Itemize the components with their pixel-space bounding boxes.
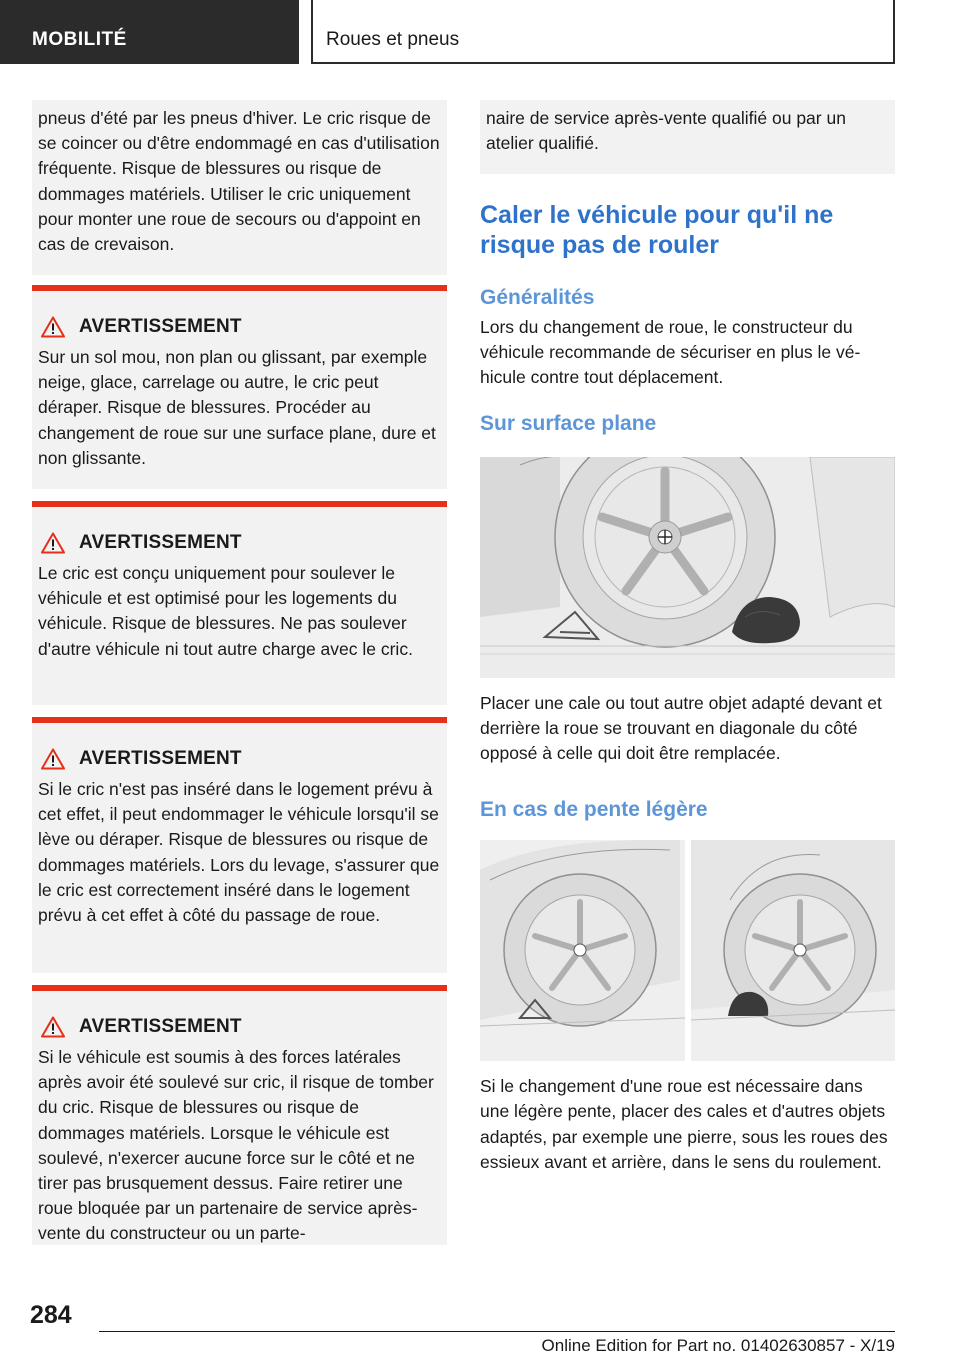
flat-surface-heading: Sur surface plane: [480, 411, 657, 435]
warning-title: AVERTISSEMENT: [79, 748, 242, 769]
wheel-chock-slope-image: [480, 840, 895, 1061]
warning-text: Le cric est conçu uniquement pour soulever le véhicule et est optimisé pour les logements du véhicule. Risque de blessures. Ne pas soulever d'autre véhicule ni tout autre charge avec le cric.: [38, 563, 413, 659]
warning-title: AVERTISSEMENT: [79, 316, 242, 337]
section-heading: Caler le véhicule pour qu'il ne risque pas de rouler: [480, 201, 834, 259]
warning-text: Sur un sol mou, non plan ou glissant, par exemple neige, glace, carrelage ou autre, le cric peut déraper. Risque de blessures. Procéder au changement de roue sur une surface plane, dure et non glissante.: [38, 347, 436, 468]
warning-header: [38, 313, 441, 341]
footer-rule: [99, 1331, 895, 1332]
warning-title: AVERTISSEMENT: [79, 1016, 242, 1037]
continued-text-box: [32, 100, 447, 275]
warning-header: [38, 1013, 441, 1041]
warning-box: [32, 501, 447, 705]
warning-triangle-icon: [41, 532, 65, 554]
edition-note: Online Edition for Part no. 01402630857 - X/19: [541, 1336, 895, 1355]
continued-text: pneus d'été par les pneus d'hiver. Le cric risque de se coincer ou d'être endommagé en cas d'utilisation fréquente. Risque de blessures ou risque de dommages matériels. Utiliser le cric uniquement pour monter une roue de secours ou d'appoint en cas de crevaison.: [38, 108, 440, 255]
slope-text: Si le changement d'une roue est nécessaire dans une légère pente, placer des cales et d'autres objets adaptés, par exemple une pierre, sous les roues des essieux avant et arrière, dans le sens du roulement.: [480, 1076, 888, 1172]
warning-header: [38, 529, 441, 557]
warning-text: Si le cric n'est pas inséré dans le logement prévu à cet effet, il peut endommager le véhicule lorsqu'il se lève ou déraper. Risque de blessures ou risque de dommages matériels. Lors du levage, s'assurer que le cric est correctement inséré dans le logement prévu à cet effet à côté du passage de roue.: [38, 779, 440, 926]
left-column: [32, 100, 447, 1245]
warning-triangle-icon: [41, 1016, 65, 1038]
warning-triangle-icon: [41, 316, 65, 338]
continued-text-box: [480, 100, 895, 174]
flat-surface-illustration: [480, 457, 895, 678]
page-number: 284: [30, 1301, 72, 1329]
warning-box: [32, 717, 447, 973]
warning-box: [32, 285, 447, 489]
generalites-heading: Généralités: [480, 286, 595, 309]
right-column: [480, 100, 895, 1175]
generalites-text: Lors du changement de roue, le constructeur du véhicule recommande de sécuriser en plus le véhicule contre tout déplacement.: [480, 317, 861, 388]
section-title: MOBILITÉ: [32, 29, 127, 50]
wheel-chock-flat-image: [480, 457, 895, 678]
warning-triangle-icon: [41, 748, 65, 770]
section-tab: [0, 0, 299, 64]
chapter-title: Roues et pneus: [326, 29, 460, 50]
flat-surface-text: Placer une cale ou tout autre objet adapté devant et derrière la roue se trouvant en diagonale du côté opposé à celle qui doit être remplacée.: [480, 692, 882, 764]
warning-box: [32, 985, 447, 1245]
warning-header: [38, 745, 441, 773]
warning-text: Si le véhicule est soumis à des forces latérales après avoir été soulevé sur cric, il risque de tomber du cric. Risque de blessures ou risque de dommages matériels. Lorsque le véhicule est soulevé, n'exercer aucune force sur le côté et ne tirer pas brusquement dessus. Faire retirer une roue bloquée par un partenaire de service après-vente du constructeur ou un parte-: [38, 1047, 434, 1244]
slope-heading: En cas de pente légère: [480, 798, 708, 822]
warning-title: AVERTISSEMENT: [79, 532, 242, 553]
chapter-tab: [311, 0, 895, 64]
continued-text: naire de service après-vente qualifié ou par un atelier qualifié.: [486, 108, 846, 154]
slope-illustration: [480, 840, 895, 1061]
